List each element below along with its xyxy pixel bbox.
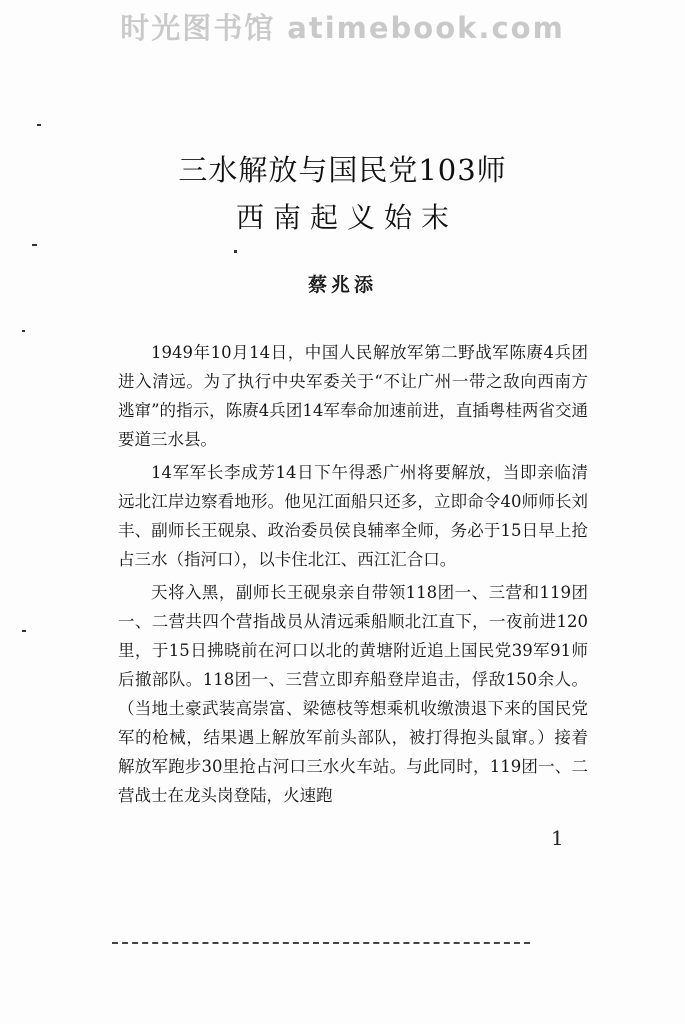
scan-speck [234, 250, 237, 253]
article-body [118, 338, 588, 814]
article-author: 蔡兆添 [307, 274, 377, 296]
page-number: 1 [551, 826, 564, 850]
body-paragraph: 天将入黑，副师长王砚泉亲自带领118团一、三营和119团一、二营共四个营指战员从清远乘船顺北江直下，一夜前进120里，于15日拂晓前在河口以北的黄塘附近追上国民党39军91师后撤部队。118团一、三营立即弃船登岸追击，俘敌150余人。（当地土豪武装高崇富、梁德枝等想乘机收缴溃退下来的国民党军的枪械，结果遇上解放军前头部队，被打得抱头鼠窜。）接着解放军跑步30里抢占河口三水火车站。与此同时，119团一、二营战士在龙头岗登陆，火速跑 [118, 583, 588, 805]
bottom-scan-rule [112, 942, 530, 944]
site-watermark: 时光图书馆 atimebook.com [120, 11, 565, 45]
scan-speck [22, 330, 25, 332]
body-paragraph: 1949年10月14日，中国人民解放军第二野战军陈赓4兵团进入清远。为了执行中央军委关于“不让广州一带之敌向西南方逃窜”的指示，陈赓4兵团14军奉命加速前进，直插粤桂两省交通要道三水县。 [118, 343, 588, 449]
article-title-line-1: 三水解放与国民党103师 [178, 153, 507, 187]
article-title-line-2: 西南起义始末 [235, 201, 458, 234]
scan-speck [32, 244, 37, 246]
body-paragraph: 14军军长李成芳14日下午得悉广州将要解放，当即亲临清远北江岸边察看地形。他见江面船只还多，立即命令40师师长刘丰、副师长王砚泉、政治委员侯良辅率全师，务必于15日早上抢占三水（指河口），以卡住北江、西江汇合口。 [118, 463, 588, 569]
scan-speck [37, 124, 41, 126]
scan-speck [22, 630, 26, 632]
